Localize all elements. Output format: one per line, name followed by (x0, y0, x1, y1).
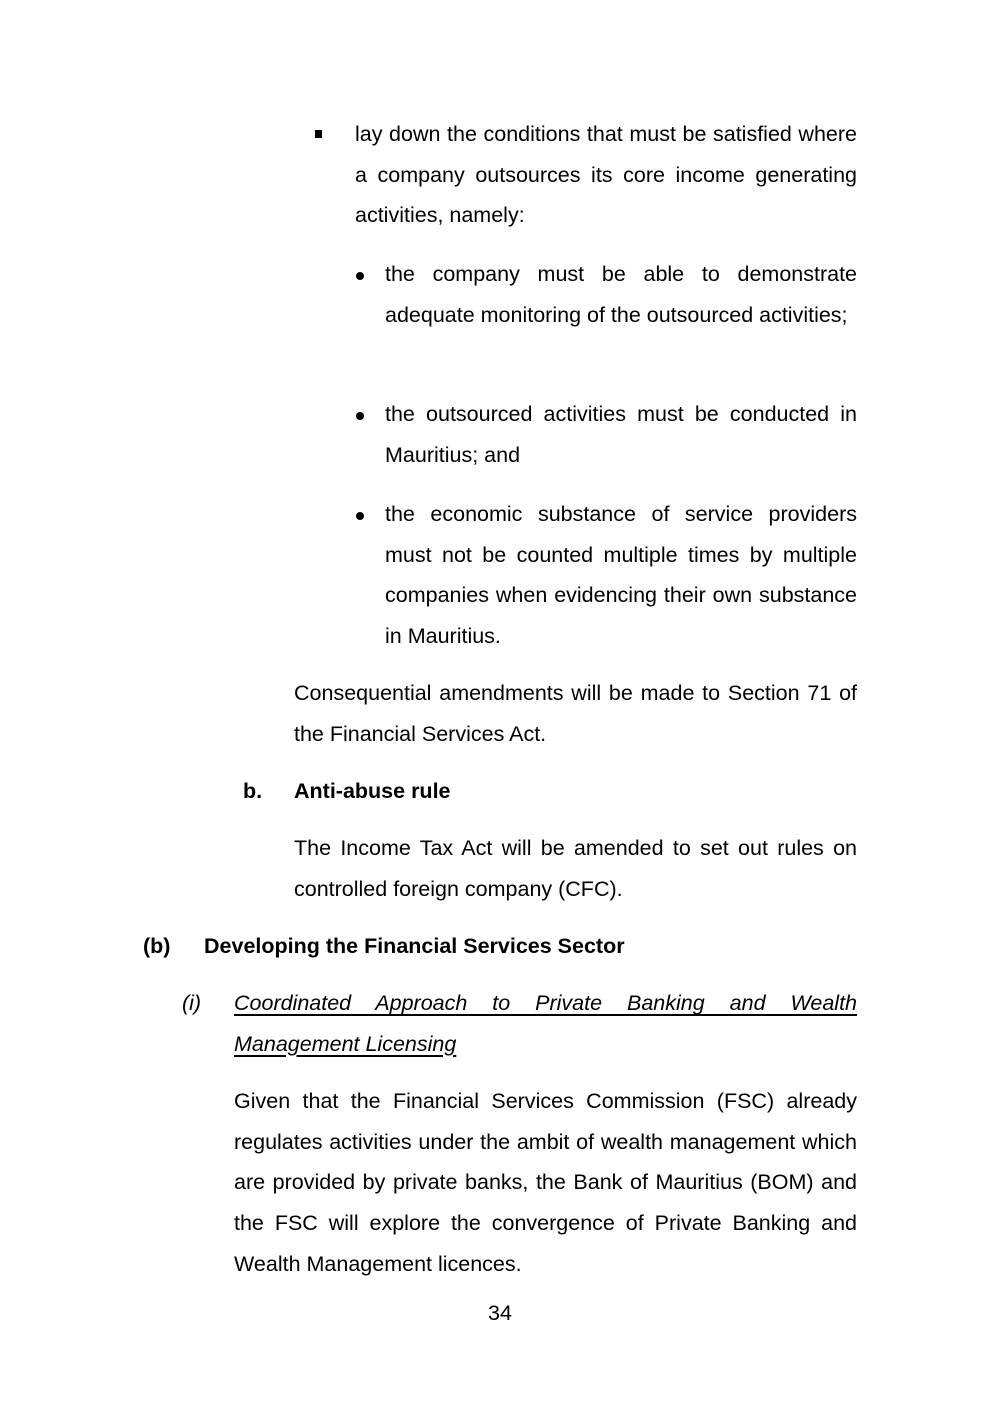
outsourcing-condition-item: the outsourced activities must be conducted in Mauritius; and (385, 402, 857, 467)
section-heading: Anti-abuse rule (294, 779, 451, 803)
consequential-amendments-paragraph: Consequential amendments will be made to Section 71 of the Financial Services Act. (294, 681, 857, 746)
page-number: 34 (488, 1301, 512, 1325)
round-bullet-icon (356, 412, 364, 420)
square-bullet-icon (315, 130, 322, 138)
round-bullet-icon (356, 272, 364, 280)
subsection-heading: Coordinated Approach to Private Banking and Wealth Management Licensing (234, 991, 857, 1056)
anti-abuse-paragraph: The Income Tax Act will be amended to set out rules on controlled foreign company (CFC). (294, 836, 857, 901)
section-heading: Developing the Financial Services Sector (204, 934, 625, 958)
outsourcing-condition-item: the company must be able to demonstrate adequate monitoring of the outsourced activities; (385, 262, 857, 327)
subsection-marker: (i) (182, 991, 202, 1015)
section-marker: b. (243, 779, 263, 803)
outsourcing-condition-item: the economic substance of service providers must not be counted multiple times by multiple companies when evidencing their own substance in Mauritius. (385, 502, 857, 649)
private-banking-paragraph: Given that the Financial Services Commission (FSC) already regulates activities under the ambit of wealth management which are provided by private banks, the Bank of Mauritius (BOM) and the FSC will explore the convergence of Private Banking and Wealth Management licences. (234, 1089, 857, 1276)
outsourcing-conditions-intro: lay down the conditions that must be satisfied where a company outsources its core income generating activities, namely: (355, 122, 857, 228)
section-marker: (b) (143, 934, 171, 958)
round-bullet-icon (356, 512, 364, 520)
